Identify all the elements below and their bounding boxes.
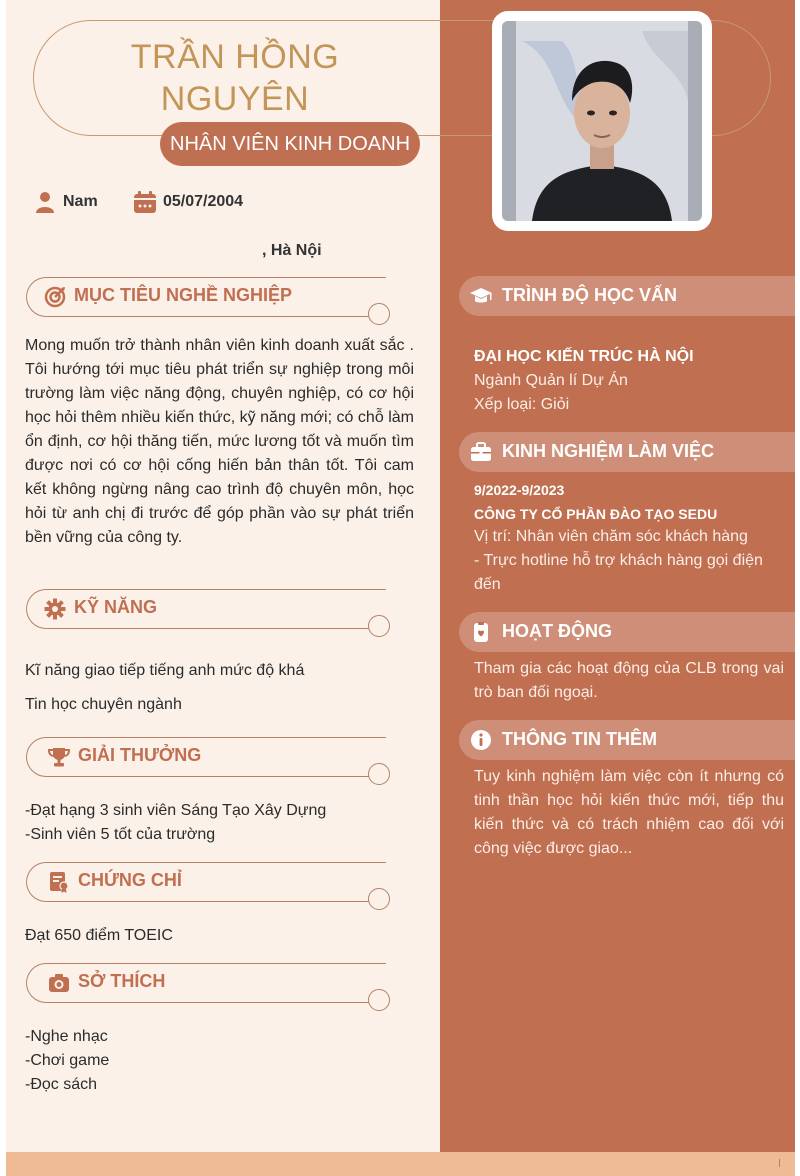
skills-title: KỸ NĂNG [74,597,158,617]
gear-icon [44,598,66,620]
education-title: TRÌNH ĐỘ HỌC VẤN [502,285,677,305]
badge-icon [470,621,492,643]
activities-title: HOẠT ĐỘNG [502,621,612,641]
section-knob [368,303,390,325]
dob-info [133,188,243,216]
section-header-skills [26,589,396,641]
section-knob [368,888,390,910]
education-school: ĐẠI HỌC KIẾN TRÚC HÀ NỘI [474,348,694,365]
target-icon [44,286,66,308]
address: , Hà Nội [262,242,322,259]
award-item: -Sinh viên 5 tốt của trường [25,826,216,843]
footer-mark [779,1159,780,1167]
hobbies-title: SỞ THÍCH [78,971,166,991]
section-knob [368,615,390,637]
full-name [80,36,390,120]
certificates-title: CHỨNG CHỈ [78,870,182,890]
experience-duty: - Trực hotline hỗ trợ khách hàng gọi điện đến [474,552,763,593]
hobby-item: -Đọc sách [25,1076,98,1093]
section-header-activities [459,612,795,652]
camera-icon [48,972,70,994]
hobby-item: -Chơi game [25,1052,110,1069]
section-header-awards [26,737,396,789]
education-grade: Xếp loại: Giỏi [474,396,570,413]
gender-info [33,188,98,216]
briefcase-icon [470,441,492,463]
skill-item: Kĩ năng giao tiếp tiếng anh mức độ khá [25,662,305,679]
awards-title: GIẢI THƯỞNG [78,745,202,765]
footer-strip [6,1152,795,1176]
section-knob [368,763,390,785]
certificate-item: Đạt 650 điểm TOEIC [25,927,173,944]
dob-value: 05/07/2004 [163,193,244,210]
section-header-certificates [26,862,396,914]
more-info-text: Tuy kinh nghiệm làm việc còn ít nhưng có tinh thần học hỏi kiến thức mới, tiếp thu kiến thức và có trách nhiệm cao đối với công việc được giao... [474,768,784,857]
more-info-title: THÔNG TIN THÊM [502,729,657,749]
section-header-experience [459,432,795,472]
education-major: Ngành Quản lí Dự Án [474,372,628,389]
objective-title: MỤC TIÊU NGHỀ NGHIỆP [74,285,293,305]
name-line-1: TRẦN HỒNG [130,38,340,76]
calendar-icon [133,190,157,214]
objective-text: Mong muốn trở thành nhân viên kinh doanh xuất sắc . Tôi hướng tới mục tiêu phát triển sự nghiệp trong môi trường làm việc năng động, chuyên nghiệp, có cơ hội học hỏi thêm nhiều kiến thức, kỹ năng mới; có chỗ làm ổn định, cơ hội thăng tiến, mức lương tốt và muốn tìm được nơi có cơ hội cống hiến bản thân tốt. Tôi cam kết không ngừng nâng cao trình độ chuyên môn, học hỏi từ anh chị đi trước để góp phần vào sự phát triển bền vững của công ty. [25,337,414,546]
activities-text: Tham gia các hoạt động của CLB trong vai trò ban đối ngoại. [474,660,784,701]
skill-item: Tin học chuyên ngành [25,696,182,713]
job-title: NHÂN VIÊN KINH DOANH [160,122,420,166]
graduation-cap-icon [470,285,492,307]
experience-title: KINH NGHIỆM LÀM VIỆC [502,441,715,461]
hobby-item: -Nghe nhạc [25,1028,108,1045]
award-item: -Đạt hạng 3 sinh viên Sáng Tạo Xây Dựng [25,802,327,819]
info-icon [470,729,492,751]
experience-period: 9/2022-9/2023 [474,482,565,498]
experience-position: Vị trí: Nhân viên chăm sóc khách hàng [474,528,748,545]
name-line-2: NGUYÊN [160,80,310,118]
certificate-icon [48,871,70,893]
section-header-hobbies [26,963,396,1015]
person-icon [33,190,57,214]
section-header-more-info [459,720,795,760]
gender-value: Nam [63,193,98,210]
section-header-education [459,276,795,316]
experience-company: CÔNG TY CỔ PHẦN ĐÀO TẠO SEDU [474,506,718,522]
section-header-objective [26,277,396,329]
profile-photo [502,21,702,221]
trophy-icon [48,746,70,768]
section-knob [368,989,390,1011]
